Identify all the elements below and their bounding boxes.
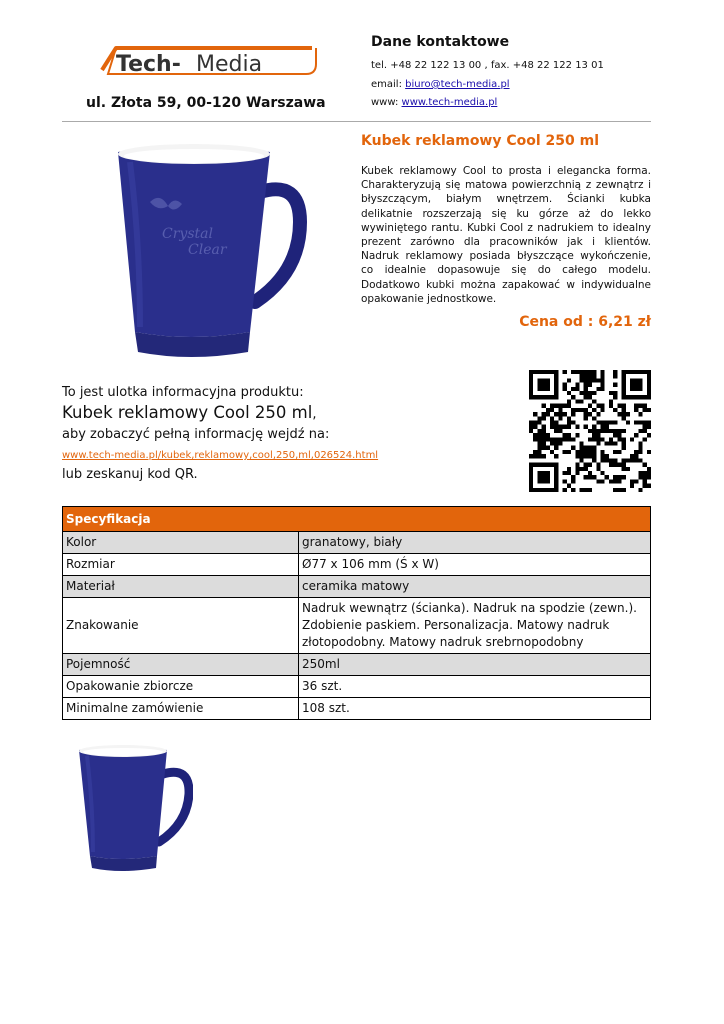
info-product-name-line [62,403,316,422]
email-link[interactable]: biuro@tech-media.pl [405,79,510,90]
tech-media-logo [94,40,318,86]
mug-print-text-2: Clear [188,242,227,258]
spec-label: Pojemność [63,654,299,676]
spec-value: 250ml [299,654,651,676]
product-price: Cena od : 6,21 zł [519,314,651,330]
spec-label: Minimalne zamówienie [63,698,299,720]
spec-value: Ø77 x 106 mm (Ś x W) [299,554,651,576]
product-url-link[interactable]: www.tech-media.pl/kubek,reklamowy,cool,250,ml,026524.html [62,450,379,461]
table-row [63,676,651,698]
spec-header: Specyfikacja [63,507,651,532]
logo-text-tech: Tech- [116,52,181,77]
spec-value: 36 szt. [299,676,651,698]
info-intro: To jest ulotka informacyjna produktu: [62,385,304,400]
spec-value: Nadruk wewnątrz (ścianka). Nadruk na spodzie (zewn.). Zdobienie paskiem. Personalizacja. Matowy nadruk złotopodobny. Matowy nadruk srebrnopodobny [299,598,651,654]
logo-text-media: Media [196,52,263,77]
contact-www-line [371,97,497,108]
spec-value: granatowy, biały [299,532,651,554]
www-label: www: [371,97,399,108]
contact-title: Dane kontaktowe [371,34,510,50]
spec-label: Znakowanie [63,598,299,654]
header-divider [62,121,651,122]
info-prompt: aby zobaczyć pełną informację wejdź na: [62,427,330,442]
spec-value: 108 szt. [299,698,651,720]
mug-print-text: Crystal [162,226,213,242]
contact-phones: tel. +48 22 122 13 00 , fax. +48 22 122 13 01 [371,60,604,71]
company-address: ul. Złota 59, 00-120 Warszawa [86,95,326,111]
table-row [63,554,651,576]
spec-table [62,506,651,720]
spec-label: Rozmiar [63,554,299,576]
table-row [63,654,651,676]
table-row [63,598,651,654]
product-description: Kubek reklamowy Cool to prosta i elegancka forma. Charakteryzują się matowa powierzchnią z zewnątrz i błyszczącym, białym wnętrzem. Ścianki kubka delikatnie rozszerzają się ku górze aż do lekko wywiniętego rantu. Kubki Cool z nadrukiem to idealny prezent zarówno dla pracowników jak i klientów. Nadruk reklamowy posiada błyszczące wykończenie, co idealnie dopasowuje się do całego modelu. Dodatkowo kubki można zapakować w indywidualne opakowanie jednostkowe. [361,165,651,305]
contact-email-line [371,79,510,90]
spec-label: Opakowanie zbiorcze [63,676,299,698]
spec-value: ceramika matowy [299,576,651,598]
table-row [63,698,651,720]
email-label: email: [371,79,402,90]
mug-image [110,142,310,360]
table-row [63,532,651,554]
info-comma: , [312,407,317,422]
product-title: Kubek reklamowy Cool 250 ml [361,133,600,149]
spec-label: Kolor [63,532,299,554]
info-qr-text: lub zeskanuj kod QR. [62,467,198,482]
spec-label: Materiał [63,576,299,598]
www-link[interactable]: www.tech-media.pl [401,97,498,108]
mug-thumbnail-image [75,744,193,872]
info-product-name: Kubek reklamowy Cool 250 ml [62,403,313,422]
table-row [63,576,651,598]
qr-code[interactable] [529,370,651,492]
